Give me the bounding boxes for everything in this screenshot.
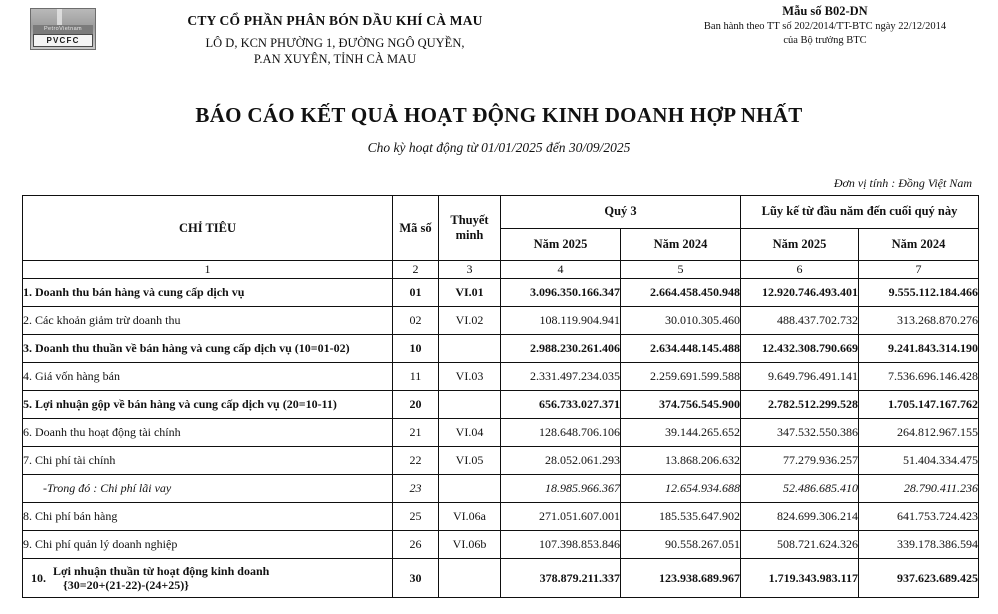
row-quarter-prior: 2.634.448.145.488 [621,335,741,363]
table-row [23,531,979,559]
income-statement-table [22,195,979,598]
row-quarter-prior: 30.010.305.460 [621,307,741,335]
header-group-cumulative: Lũy kế từ đầu năm đến cuối quý này [741,196,979,229]
row-note-reference: VI.05 [439,447,501,475]
row-cumulative-current: 508.721.624.326 [741,531,859,559]
company-address-line-1: LÔ D, KCN PHƯỜNG 1, ĐƯỜNG NGÔ QUYỀN, [205,36,465,50]
table-row [23,419,979,447]
header-indicator: CHỈ TIÊU [23,196,393,261]
row-quarter-current: 107.398.853.846 [501,531,621,559]
company-info [120,12,550,67]
row-code: 22 [393,447,439,475]
row-code: 20 [393,391,439,419]
column-number-2: 2 [393,261,439,279]
row-cumulative-current: 12.920.746.493.401 [741,279,859,307]
table-row [23,279,979,307]
row-cumulative-current: 12.432.308.790.669 [741,335,859,363]
row-code: 25 [393,503,439,531]
table-row [23,391,979,419]
row-quarter-prior: 123.938.689.967 [621,559,741,598]
company-name: CTY CỔ PHẦN PHÂN BÓN DẦU KHÍ CÀ MAU [187,13,483,28]
row-note-reference: VI.01 [439,279,501,307]
row-quarter-prior: 90.558.267.051 [621,531,741,559]
row-cumulative-current: 52.486.685.410 [741,475,859,503]
row-label: 8. Chi phí bán hàng [23,503,393,531]
row-quarter-current: 271.051.607.001 [501,503,621,531]
row-quarter-current: 28.052.061.293 [501,447,621,475]
row-code: 21 [393,419,439,447]
row-label: 4. Giá vốn hàng bán [23,363,393,391]
form-reference-line-1: Ban hành theo TT số 202/2014/TT-BTC ngày 22/12/2014 [703,21,947,32]
row-quarter-prior: 185.535.647.902 [621,503,741,531]
row-note-reference [439,391,501,419]
row-quarter-current: 128.648.706.106 [501,419,621,447]
row-cumulative-current: 1.719.343.983.117 [741,559,859,598]
row-label: -Trong đó : Chi phí lãi vay [23,475,393,503]
row-cumulative-prior: 937.623.689.425 [859,559,979,598]
row-label: 3. Doanh thu thuần về bán hàng và cung cấp dịch vụ (10=01-02) [23,335,393,363]
row-cumulative-prior: 9.555.112.184.466 [859,279,979,307]
row-quarter-prior: 39.144.265.652 [621,419,741,447]
table-header-row-1 [23,196,979,229]
logo-band-text: PetroVietnam [33,25,93,34]
row-code: 30 [393,559,439,598]
row-note-reference [439,335,501,363]
table-row [23,559,979,598]
row-cumulative-current: 824.699.306.214 [741,503,859,531]
row-quarter-current: 3.096.350.166.347 [501,279,621,307]
row-code: 01 [393,279,439,307]
pvcfc-logo-image [30,8,96,50]
row-quarter-current: 2.331.497.234.035 [501,363,621,391]
row-cumulative-current: 9.649.796.491.141 [741,363,859,391]
row-quarter-current: 108.119.904.941 [501,307,621,335]
reporting-period: Cho kỳ hoạt động từ 01/01/2025 đến 30/09/2025 [367,140,631,155]
page-title: BÁO CÁO KẾT QUẢ HOẠT ĐỘNG KINH DOANH HỢP NHẤT [195,103,803,127]
table-row [23,475,979,503]
form-reference-line-2: của Bộ trưởng BTC [783,35,867,46]
company-address-line-2: P.AN XUYÊN, TỈNH CÀ MAU [253,51,417,66]
table-row [23,335,979,363]
row-cumulative-prior: 51.404.334.475 [859,447,979,475]
title-section [0,102,998,156]
header-group-quarter: Quý 3 [501,196,741,229]
company-logo [30,8,96,50]
form-code: Mẫu số B02-DN [782,4,868,18]
row-quarter-prior: 13.868.206.632 [621,447,741,475]
row-quarter-prior: 12.654.934.688 [621,475,741,503]
column-number-3: 3 [439,261,501,279]
row-quarter-prior: 374.756.545.900 [621,391,741,419]
column-number-5: 5 [621,261,741,279]
header-quarter-year-prior: Năm 2024 [621,228,741,261]
form-info [660,4,990,47]
header-cumulative-year-current: Năm 2025 [741,228,859,261]
table-row [23,503,979,531]
row-cumulative-prior: 641.753.724.423 [859,503,979,531]
row-label-line-1: Lợi nhuận thuần từ hoạt động kinh doanh [53,563,270,578]
row-label: 5. Lợi nhuận gộp về bán hàng và cung cấp dịch vụ (20=10-11) [23,391,393,419]
column-number-1: 1 [23,261,393,279]
row-cumulative-prior: 28.790.411.236 [859,475,979,503]
row-note-reference: VI.06b [439,531,501,559]
row-cumulative-current: 2.782.512.299.528 [741,391,859,419]
row-label: 9. Chi phí quản lý doanh nghiệp [23,531,393,559]
header-code: Mã số [393,196,439,261]
table-row [23,363,979,391]
row-label: 6. Doanh thu hoạt động tài chính [23,419,393,447]
row-label: 1. Doanh thu bán hàng và cung cấp dịch vụ [23,279,393,307]
row-cumulative-prior: 264.812.967.155 [859,419,979,447]
row-code: 23 [393,475,439,503]
row-label: 7. Chi phí tài chính [23,447,393,475]
document-header [0,0,998,92]
row-cumulative-prior: 7.536.696.146.428 [859,363,979,391]
header-cumulative-year-prior: Năm 2024 [859,228,979,261]
row-code: 10 [393,335,439,363]
row-quarter-current: 18.985.966.367 [501,475,621,503]
table-row [23,307,979,335]
row-quarter-current: 2.988.230.261.406 [501,335,621,363]
row-code: 02 [393,307,439,335]
column-number-6: 6 [741,261,859,279]
row-label: 2. Các khoản giảm trừ doanh thu [23,307,393,335]
row-label-line-2: {30=20+(21-22)-(24+25)} [63,578,189,592]
column-number-4: 4 [501,261,621,279]
row-item-number: 10. [31,570,46,585]
logo-plate-text: PVCFC [33,34,93,47]
header-note: Thuyết minh [439,196,501,261]
row-cumulative-prior: 1.705.147.167.762 [859,391,979,419]
row-cumulative-current: 77.279.936.257 [741,447,859,475]
row-note-reference: VI.04 [439,419,501,447]
row-quarter-current: 378.879.211.337 [501,559,621,598]
row-label [23,559,393,598]
column-number-7: 7 [859,261,979,279]
table-body [23,279,979,598]
row-cumulative-prior: 313.268.870.276 [859,307,979,335]
row-note-reference [439,559,501,598]
row-note-reference: VI.02 [439,307,501,335]
row-note-reference: VI.03 [439,363,501,391]
row-quarter-prior: 2.259.691.599.588 [621,363,741,391]
row-code: 26 [393,531,439,559]
header-quarter-year-current: Năm 2025 [501,228,621,261]
row-quarter-prior: 2.664.458.450.948 [621,279,741,307]
row-note-reference [439,475,501,503]
currency-unit-note: Đơn vị tính : Đồng Việt Nam [833,176,972,190]
row-cumulative-current: 488.437.702.732 [741,307,859,335]
table-row [23,447,979,475]
row-cumulative-prior: 339.178.386.594 [859,531,979,559]
row-note-reference: VI.06a [439,503,501,531]
row-code: 11 [393,363,439,391]
row-cumulative-prior: 9.241.843.314.190 [859,335,979,363]
row-quarter-current: 656.733.027.371 [501,391,621,419]
row-cumulative-current: 347.532.550.386 [741,419,859,447]
table-column-number-row [23,261,979,279]
financial-table-container [22,195,978,598]
